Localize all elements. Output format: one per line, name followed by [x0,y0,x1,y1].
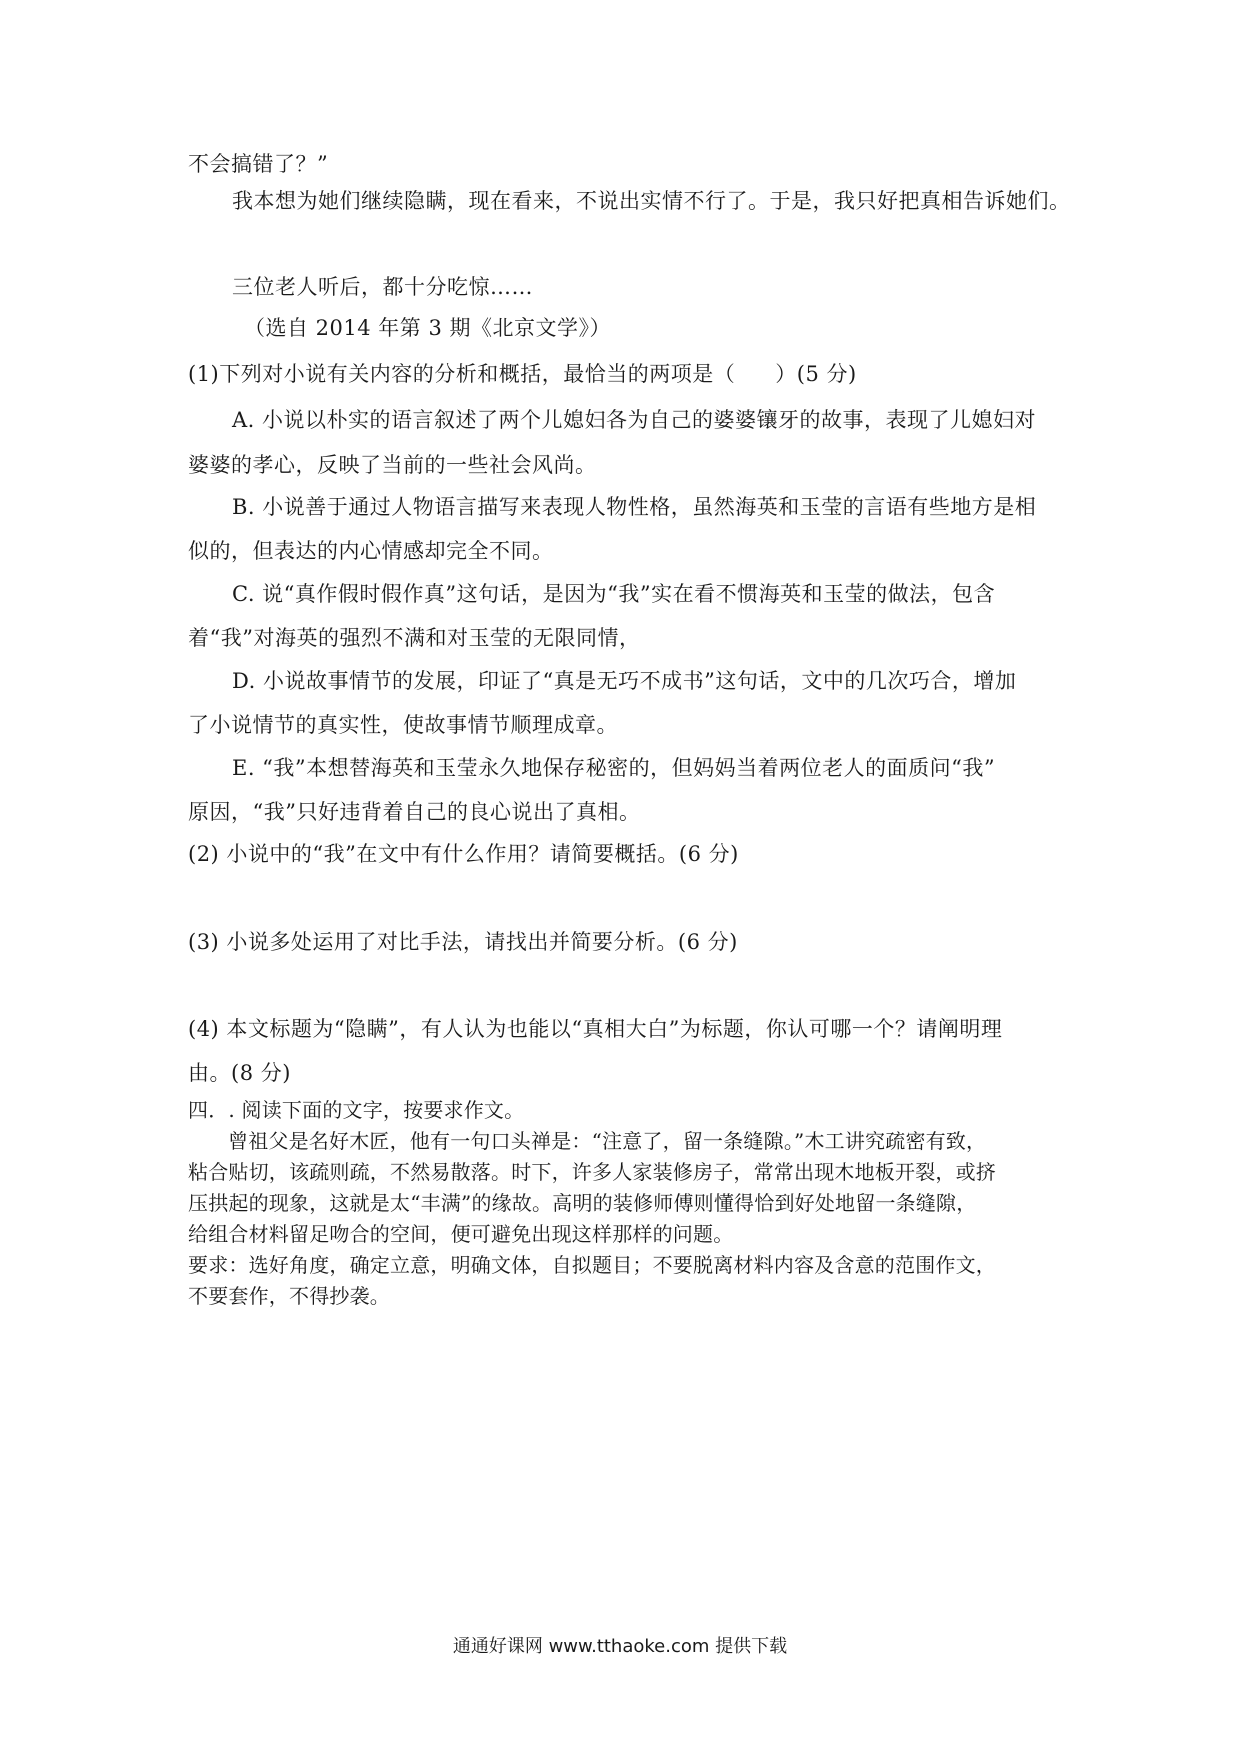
option-c-line-1: C. 说“真作假时假作真”这句话，是因为“我”实在看不惯海英和玉莹的做法，包含 [232,582,996,606]
option-a-line-1: A. 小说以朴实的语言叙述了两个儿媳妇各为自己的婆婆镶牙的故事，表现了儿媳妇对 [232,408,1037,432]
essay-material-line-4: 给组合材料留足吻合的空间，便可避免出现这样那样的问题。 [188,1222,734,1246]
essay-heading: 四．. 阅读下面的文字，按要求作文。 [188,1098,525,1122]
essay-material-line-3: 压拱起的现象，这就是太“丰满”的缘故。高明的装修师傅则懂得恰到好处地留一条缝隙， [188,1191,977,1215]
option-d-line-1: D. 小说故事情节的发展，印证了“真是无巧不成书”这句话，文中的几次巧合，增加 [232,669,1017,693]
option-d-line-2: 了小说情节的真实性，使故事情节顺理成章。 [188,713,618,737]
question-1-stem [188,360,857,388]
essay-material-line-1: 曾祖父是名好木匠，他有一句口头禅是：“注意了，留一条缝隙。”木工讲究疏密有致， [228,1129,987,1153]
story-line-2: 我本想为她们继续隐瞒，现在看来，不说出实情不行了。于是，我只好把真相告诉她们。 [232,189,1071,213]
option-c-line-2: 着“我”对海英的强烈不满和对玉莹的无限同情， [188,626,641,650]
essay-material-line-2: 粘合贴切，该疏则疏，不然易散落。时下，许多人家装修房子，常常出现木地板开裂，或挤 [188,1160,996,1184]
option-a-line-2: 婆婆的孝心，反映了当前的一些社会风尚。 [188,453,597,477]
question-3: (3) 小说多处运用了对比手法，请找出并简要分析。(6 分) [188,930,738,954]
story-line-3: 三位老人听后，都十分吃惊…… [232,275,533,299]
option-e-line-1: E. “我”本想替海英和玉莹永久地保存秘密的，但妈妈当着两位老人的面质问“我” [232,756,996,780]
story-line-1: 不会搞错了？” [188,152,329,176]
question-4-line-2: 由。(8 分) [188,1061,291,1085]
footer-watermark: 通通好课网 www.tthaoke.com 提供下载 [452,1636,788,1657]
essay-requirement-line-2: 不要套作，不得抄袭。 [188,1284,390,1308]
question-1-points: ）(5 分) [775,362,857,386]
option-b-line-1: B. 小说善于通过人物语言描写来表现人物性格，虽然海英和玉莹的言语有些地方是相 [232,495,1037,519]
question-1-stem-text: (1)下列对小说有关内容的分析和概括，最恰当的两项是（ [188,362,736,386]
source-citation: （选自 2014 年第 3 期《北京文学》） [244,316,612,340]
option-b-line-2: 似的，但表达的内心情感却完全不同。 [188,539,554,563]
question-2: (2) 小说中的“我”在文中有什么作用？请简要概括。(6 分) [188,842,739,866]
question-4-line-1: (4) 本文标题为“隐瞒”，有人认为也能以“真相大白”为标题，你认可哪一个？请阐明理 [188,1017,1003,1041]
essay-requirement-line-1: 要求：选好角度，确定立意，明确文体，自拟题目；不要脱离材料内容及含意的范围作文， [188,1253,996,1277]
option-e-line-2: 原因，“我”只好违背着自己的良心说出了真相。 [188,800,641,824]
